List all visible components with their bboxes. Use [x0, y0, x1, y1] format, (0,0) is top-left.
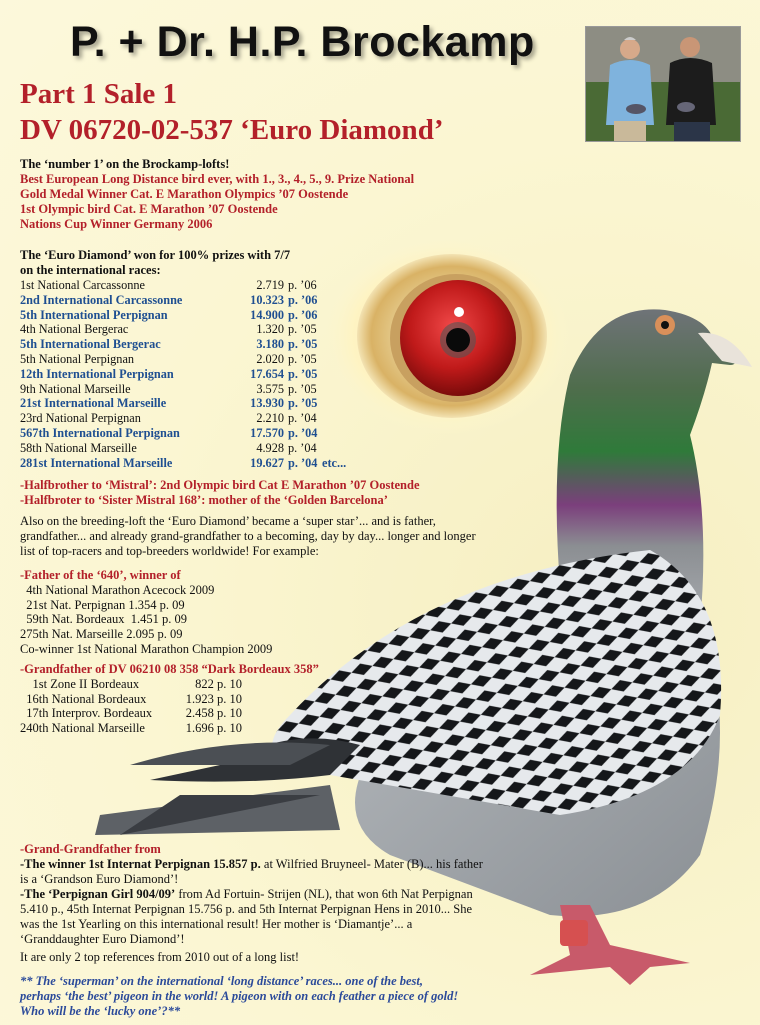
ggf-para-2-bold: -The ‘Perpignan Girl 904/09’: [20, 887, 176, 901]
grand-grandfather-block: [20, 842, 490, 965]
ggf-heading: -Grand-Grandfather from: [20, 842, 161, 856]
halfbrother-line-1: -Halfbrother to ‘Mistral’: 2nd Olympic bird Cat E Marathon ’07 Oostende: [20, 478, 420, 492]
father-line: 21st Nat. Perpignan 1.354 p. 09: [20, 597, 185, 612]
breeders-photo-image: [586, 27, 740, 141]
race-year: p. ’05: [288, 337, 318, 352]
race-year: p. ’06: [288, 278, 317, 292]
race-year: p. ’05: [288, 366, 318, 381]
race-points: 2.020: [256, 351, 284, 366]
race-points: 17.570: [250, 425, 284, 440]
intro-line: Best European Long Distance bird ever, with 1., 3., 4., 5., 9. Prize National: [20, 172, 415, 186]
race-name: 21st International Marseille: [20, 396, 167, 411]
race-name: 5th International Perpignan: [20, 307, 168, 322]
grandfather-points: 1.923 p. 10: [185, 691, 242, 706]
race-year: p. ’05: [288, 396, 318, 411]
breeding-paragraph: Also on the breeding-loft the ‘Euro Diamond’ became a ‘super star’... and is father, grandfather... and already grand-grandfather to a becoming, day by day... longer and longer list of top-racers and top-breeders worldwide! For example:: [20, 514, 476, 558]
race-points: 13.930: [250, 396, 284, 411]
ggf-para-3: It are only 2 top references from 2010 out of a long list!: [20, 950, 300, 964]
race-year: p. ’04: [288, 455, 318, 470]
race-name: 567th International Perpignan: [20, 425, 180, 440]
ring-number-title: DV 06720-02-537 ‘Euro Diamond’: [20, 114, 444, 146]
race-name: 5th International Bergerac: [20, 337, 161, 352]
intro-line: Nations Cup Winner Germany 2006: [20, 217, 213, 231]
grandfather-race: 17th Interprov. Bordeaux: [20, 706, 153, 721]
grandfather-points: 1.696 p. 10: [185, 721, 242, 736]
breeders-photo: [585, 26, 741, 142]
father-heading: -Father of the ‘640’, winner of: [20, 568, 181, 582]
father-block: [20, 568, 272, 657]
race-points: 17.654: [250, 366, 284, 381]
won-heading: [20, 248, 320, 278]
ggf-para-1-rest: at Wilfried Bruyneel- Mater (B)... his father is a ‘Grandson Euro Diamond’!: [20, 857, 483, 886]
race-name: 9th National Marseille: [20, 381, 131, 396]
race-name: 4th National Bergerac: [20, 322, 129, 337]
race-points: 10.323: [250, 292, 284, 307]
grandfather-row: [20, 706, 319, 721]
father-line: 4th National Marathon Acecock 2009: [20, 582, 215, 597]
race-year: p. ’06: [288, 292, 318, 307]
father-line: Co-winner 1st National Marathon Champion 2009: [20, 641, 273, 656]
grandfather-points: 822 p. 10: [195, 676, 242, 691]
race-points: 14.900: [250, 307, 284, 322]
grandfather-row: [20, 721, 319, 736]
won-line-2: on the international races:: [20, 263, 161, 277]
ggf-para-2-rest: from Ad Fortuin- Strijen (NL), that won 6th Nat Perpignan 5.410 p., 45th Internat Perpignan 15.756 p. and 5th Internat Perpignan Hens in 2010... She was the 1st Yearling on this international result! Her mother is ‘Diamantje’... a ‘Granddaughter Euro Diamond’!: [20, 887, 473, 946]
race-points: 3.575: [256, 381, 284, 396]
sale-part: Part 1 Sale 1: [20, 78, 178, 110]
race-year: p. ’06: [288, 307, 318, 322]
grandfather-points: 2.458 p. 10: [185, 706, 242, 721]
grandfather-race: 240th National Marseille: [20, 721, 145, 736]
ggf-para-1-bold: -The winner 1st Internat Perpignan 15.857 p.: [20, 857, 261, 871]
race-points: 1.320: [256, 322, 284, 337]
grandfather-rows: [20, 677, 319, 736]
race-name: 281st International Marseille: [20, 455, 173, 470]
race-points: 2.210: [256, 411, 284, 426]
race-year: p. ’05: [288, 381, 317, 396]
race-name: 2nd International Carcassonne: [20, 292, 183, 307]
ggf-para-2: [20, 887, 490, 947]
race-year: p. ’04: [288, 425, 318, 440]
grandfather-race: 16th National Bordeaux: [20, 691, 147, 706]
race-year: p. ’04: [288, 440, 317, 455]
race-points: 4.928: [256, 440, 284, 455]
father-line: 275th Nat. Marseille 2.095 p. 09: [20, 627, 183, 642]
grandfather-block: [20, 662, 319, 736]
race-name: 23rd National Perpignan: [20, 411, 141, 426]
grandfather-row: [20, 677, 319, 692]
grandfather-row: [20, 692, 319, 707]
race-name: 12th International Perpignan: [20, 366, 174, 381]
race-row: [20, 278, 346, 293]
race-etc: etc...: [322, 455, 347, 470]
race-year: p. ’05: [288, 351, 317, 366]
halfbrother-line-2: -Halfbroter to ‘Sister Mistral 168’: mother of the ‘Golden Barcelona’: [20, 492, 388, 507]
grandfather-heading: -Grandfather of DV 06210 08 358 “Dark Bordeaux 358”: [20, 662, 319, 676]
father-line: 59th Nat. Bordeaux 1.451 p. 09: [20, 612, 187, 627]
breeder-name: P. + Dr. H.P. Brockamp: [70, 18, 535, 66]
race-year: p. ’05: [288, 322, 317, 337]
race-points: 2.719: [256, 278, 284, 292]
race-name: 5th National Perpignan: [20, 351, 135, 366]
halfbrother-lines: [20, 478, 420, 507]
won-line-1: The ‘Euro Diamond’ won for 100% prizes with 7/7: [20, 248, 291, 262]
race-year: p. ’04: [288, 411, 317, 426]
ggf-para-1: [20, 857, 490, 887]
intro-line: 1st Olympic bird Cat. E Marathon ’07 Oostende: [20, 202, 278, 216]
grandfather-race: 1st Zone II Bordeaux: [20, 676, 140, 691]
race-points: 19.627: [250, 455, 284, 470]
intro-line: Gold Medal Winner Cat. E Marathon Olympics ’07 Oostende: [20, 187, 349, 201]
closing-statement: ** The ‘superman’ on the international ‘long distance’ races... one of the best, perhaps ‘the best’ pigeon in the world! A pigeon with on each feather a piece of gold! Who will be the ‘lucky one’?**: [20, 974, 459, 1018]
race-points: 3.180: [256, 337, 284, 352]
intro-lead: The ‘number 1’ on the Brockamp-lofts!: [20, 157, 230, 171]
race-name: 1st National Carcassonne: [20, 278, 145, 292]
intro-block: [20, 157, 414, 232]
race-name: 58th National Marseille: [20, 440, 137, 455]
